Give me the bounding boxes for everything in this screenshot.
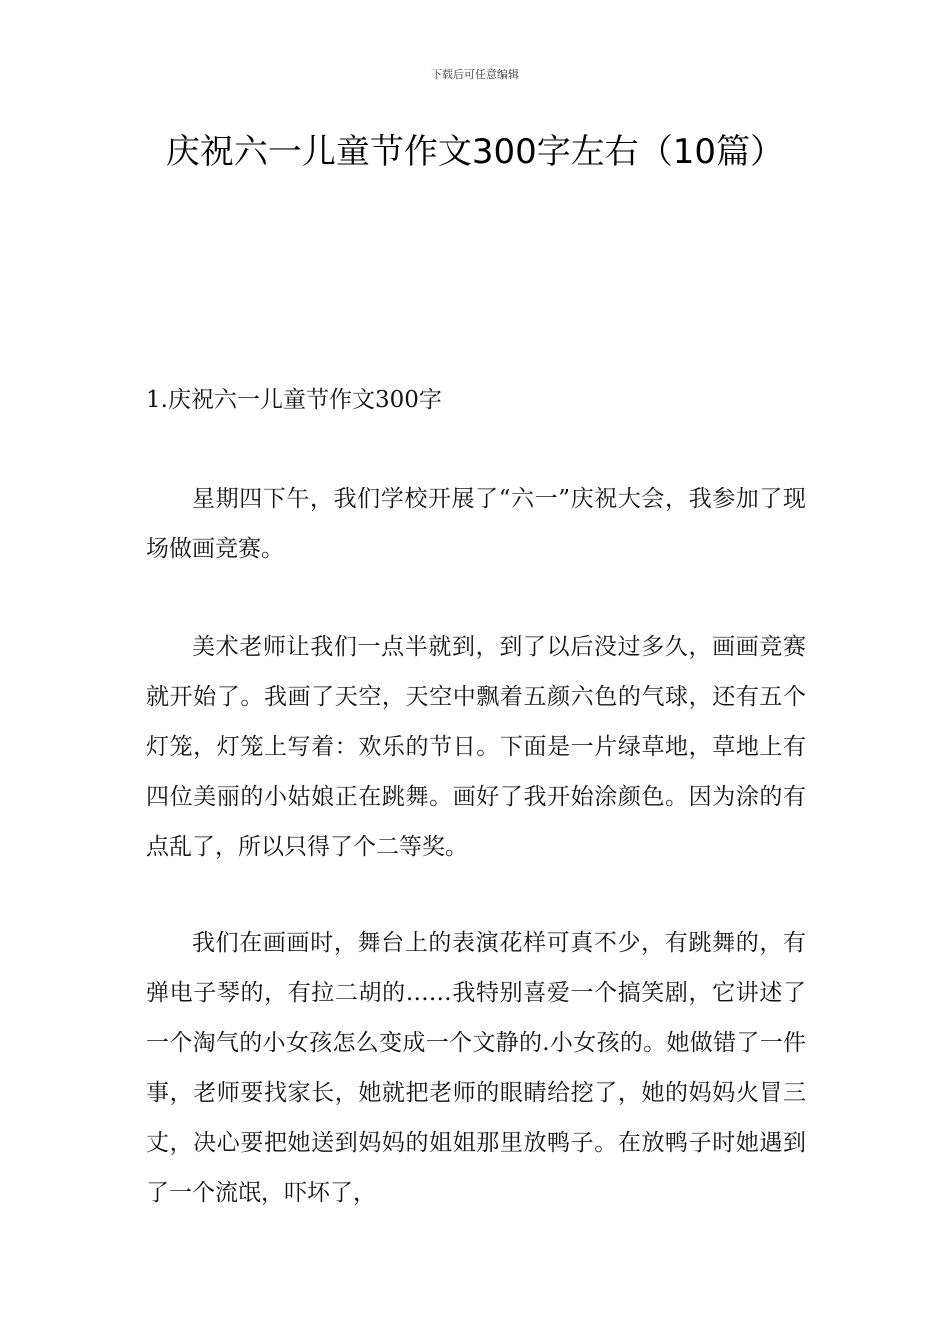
header-note: 下载后可任意编辑 — [431, 68, 519, 81]
body-paragraph: 星期四下午，我们学校开展了“六一”庆祝大会，我参加了现场做画竞赛。 — [146, 486, 806, 562]
body-paragraph: 美术老师让我们一点半就到，到了以后没过多久，画画竞赛就开始了。我画了天空，天空中飘着五颜六色的气球，还有五个灯笼，灯笼上写着：欢乐的节日。下面是一片绿草地，草地上有四位美丽的小姑娘正在跳舞。画好了我开始涂颜色。因为涂的有点乱了，所以只得了个二等奖。 — [146, 634, 806, 860]
section-heading: 1.庆祝六一儿童节作文300字 — [146, 387, 442, 413]
document-title: 庆祝六一儿童节作文300字左右（10篇） — [165, 132, 785, 172]
body-paragraph: 我们在画画时，舞台上的表演花样可真不少，有跳舞的，有弹电子琴的，有拉二胡的……我特别喜爱一个搞笑剧，它讲述了一个淘气的小女孩怎么变成一个文静的.小女孩的。她做错了一件事，老师要找家长，她就把老师的眼睛给挖了，她的妈妈火冒三丈，决心要把她送到妈妈的姐姐那里放鸭子。在放鸭子时她遇到了一个流氓，吓坏了， — [146, 930, 806, 1206]
